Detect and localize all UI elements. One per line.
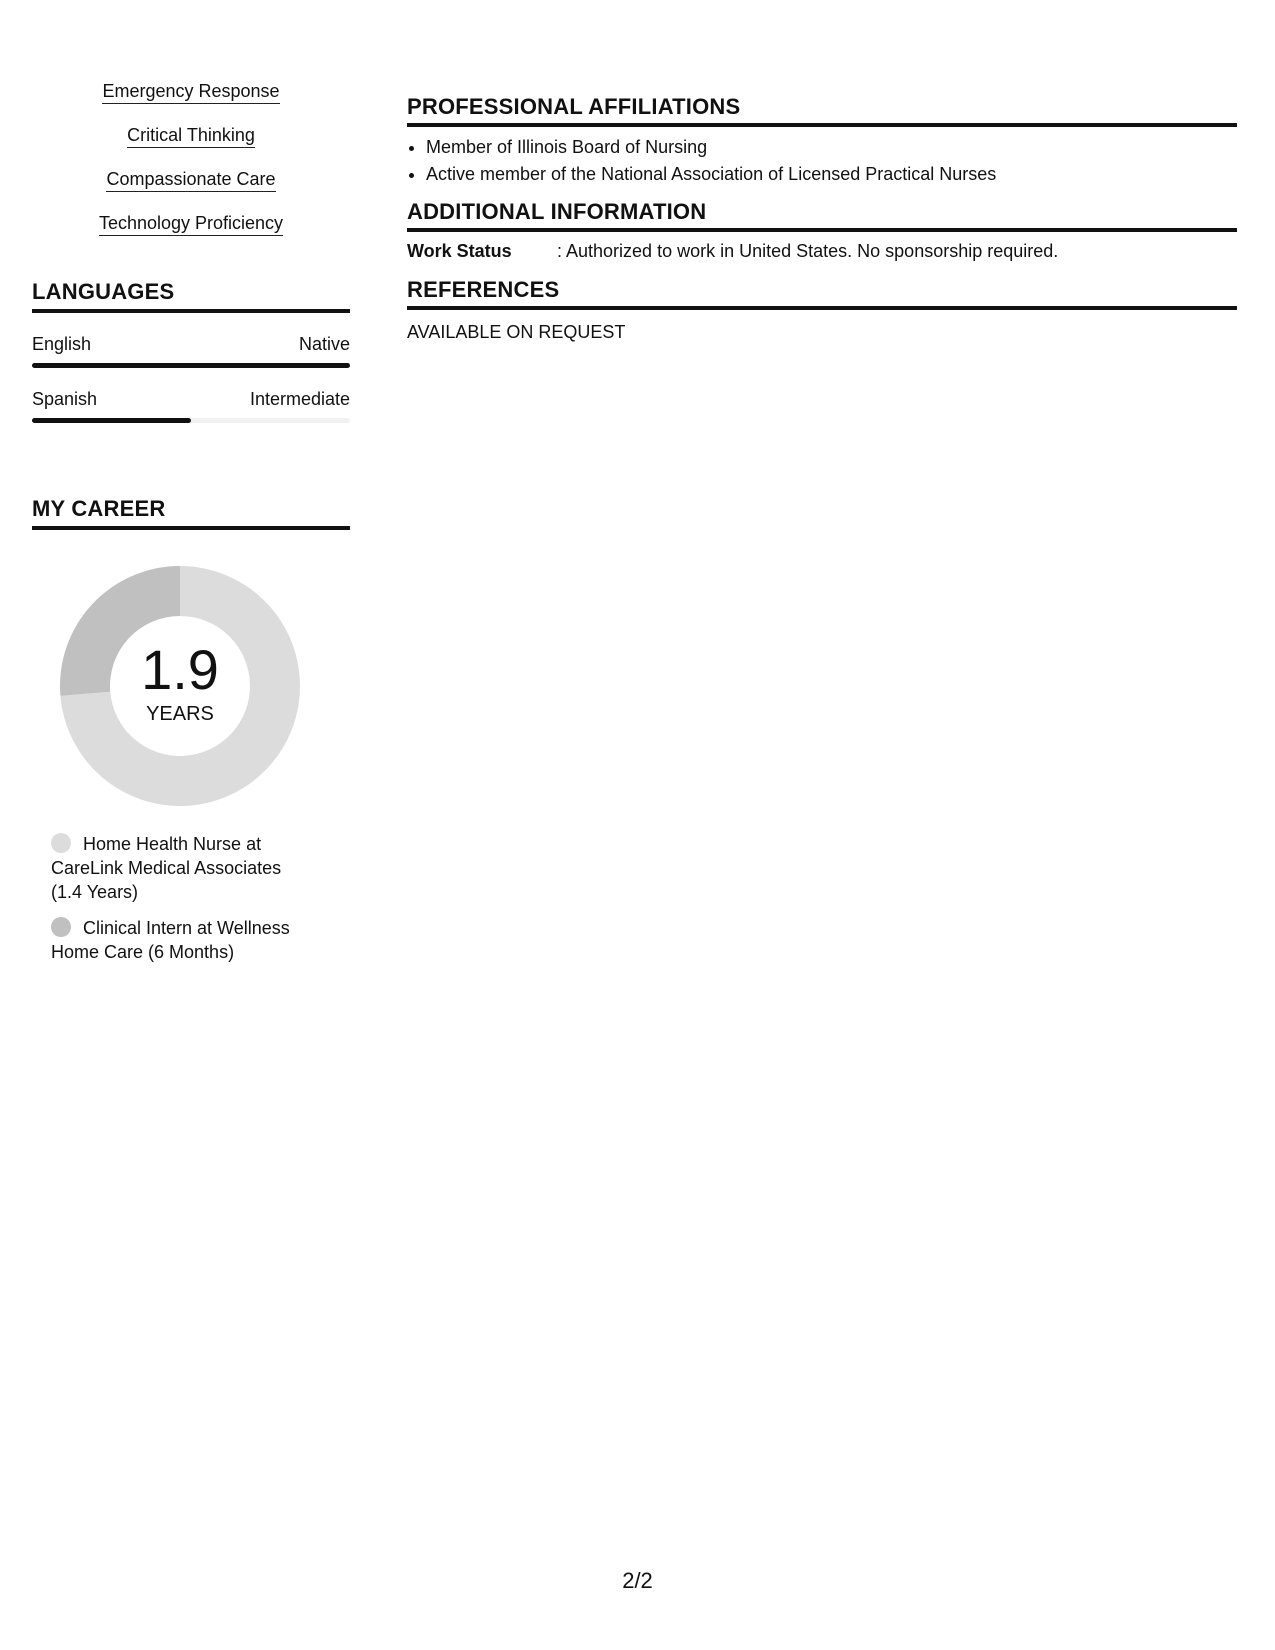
right-column [407,94,1237,343]
language-proficiency-bar [32,363,350,368]
career-legend-item [51,916,311,964]
language-level: Native [298,334,350,354]
skill-item: Technology Proficiency [99,212,283,236]
skill-item: Emergency Response [102,80,279,104]
language-spanish [32,388,350,423]
work-status-row [407,240,1237,262]
legend-dot-icon [51,833,71,853]
career-total-value: 1.9 [141,638,219,701]
career-heading: MY CAREER [32,496,350,530]
additional-info-heading: ADDITIONAL INFORMATION [407,199,1237,232]
legend-label: Home Health Nurse at CareLink Medical Associates (1.4 Years) [51,834,282,902]
affiliations-list [407,134,1237,188]
work-status-label: Work Status [407,241,512,261]
page-number: 2/2 [622,1568,653,1593]
career-legend-item [51,832,311,904]
affiliation-item: • Active member of the National Association of Licensed Practical Nurses [426,161,1237,188]
skill-item: Critical Thinking [127,124,255,148]
language-name: English [32,334,92,354]
references-heading: REFERENCES [407,277,1237,310]
languages-heading: LANGUAGES [32,279,350,313]
legend-label: Clinical Intern at Wellness Home Care (6 Months) [51,918,290,962]
language-english [32,333,350,368]
skill-item: Compassionate Care [106,168,275,192]
work-status-value: : Authorized to work in United States. No sponsorship required. [557,241,1059,261]
references-text: AVAILABLE ON REQUEST [407,322,626,342]
language-proficiency-fill [32,418,191,423]
language-proficiency-fill [32,363,350,368]
skills-list [32,80,350,256]
legend-dot-icon [51,917,71,937]
language-level: Intermediate [249,389,350,409]
language-name: Spanish [32,389,98,409]
language-proficiency-bar [32,418,350,423]
career-legend [51,832,311,964]
affiliation-item: • Member of Illinois Board of Nursing [426,134,1237,161]
career-total-unit: YEARS [146,703,214,725]
affiliations-heading: PROFESSIONAL AFFILIATIONS [407,94,1237,127]
left-column [32,80,350,976]
career-donut-chart [56,562,304,810]
